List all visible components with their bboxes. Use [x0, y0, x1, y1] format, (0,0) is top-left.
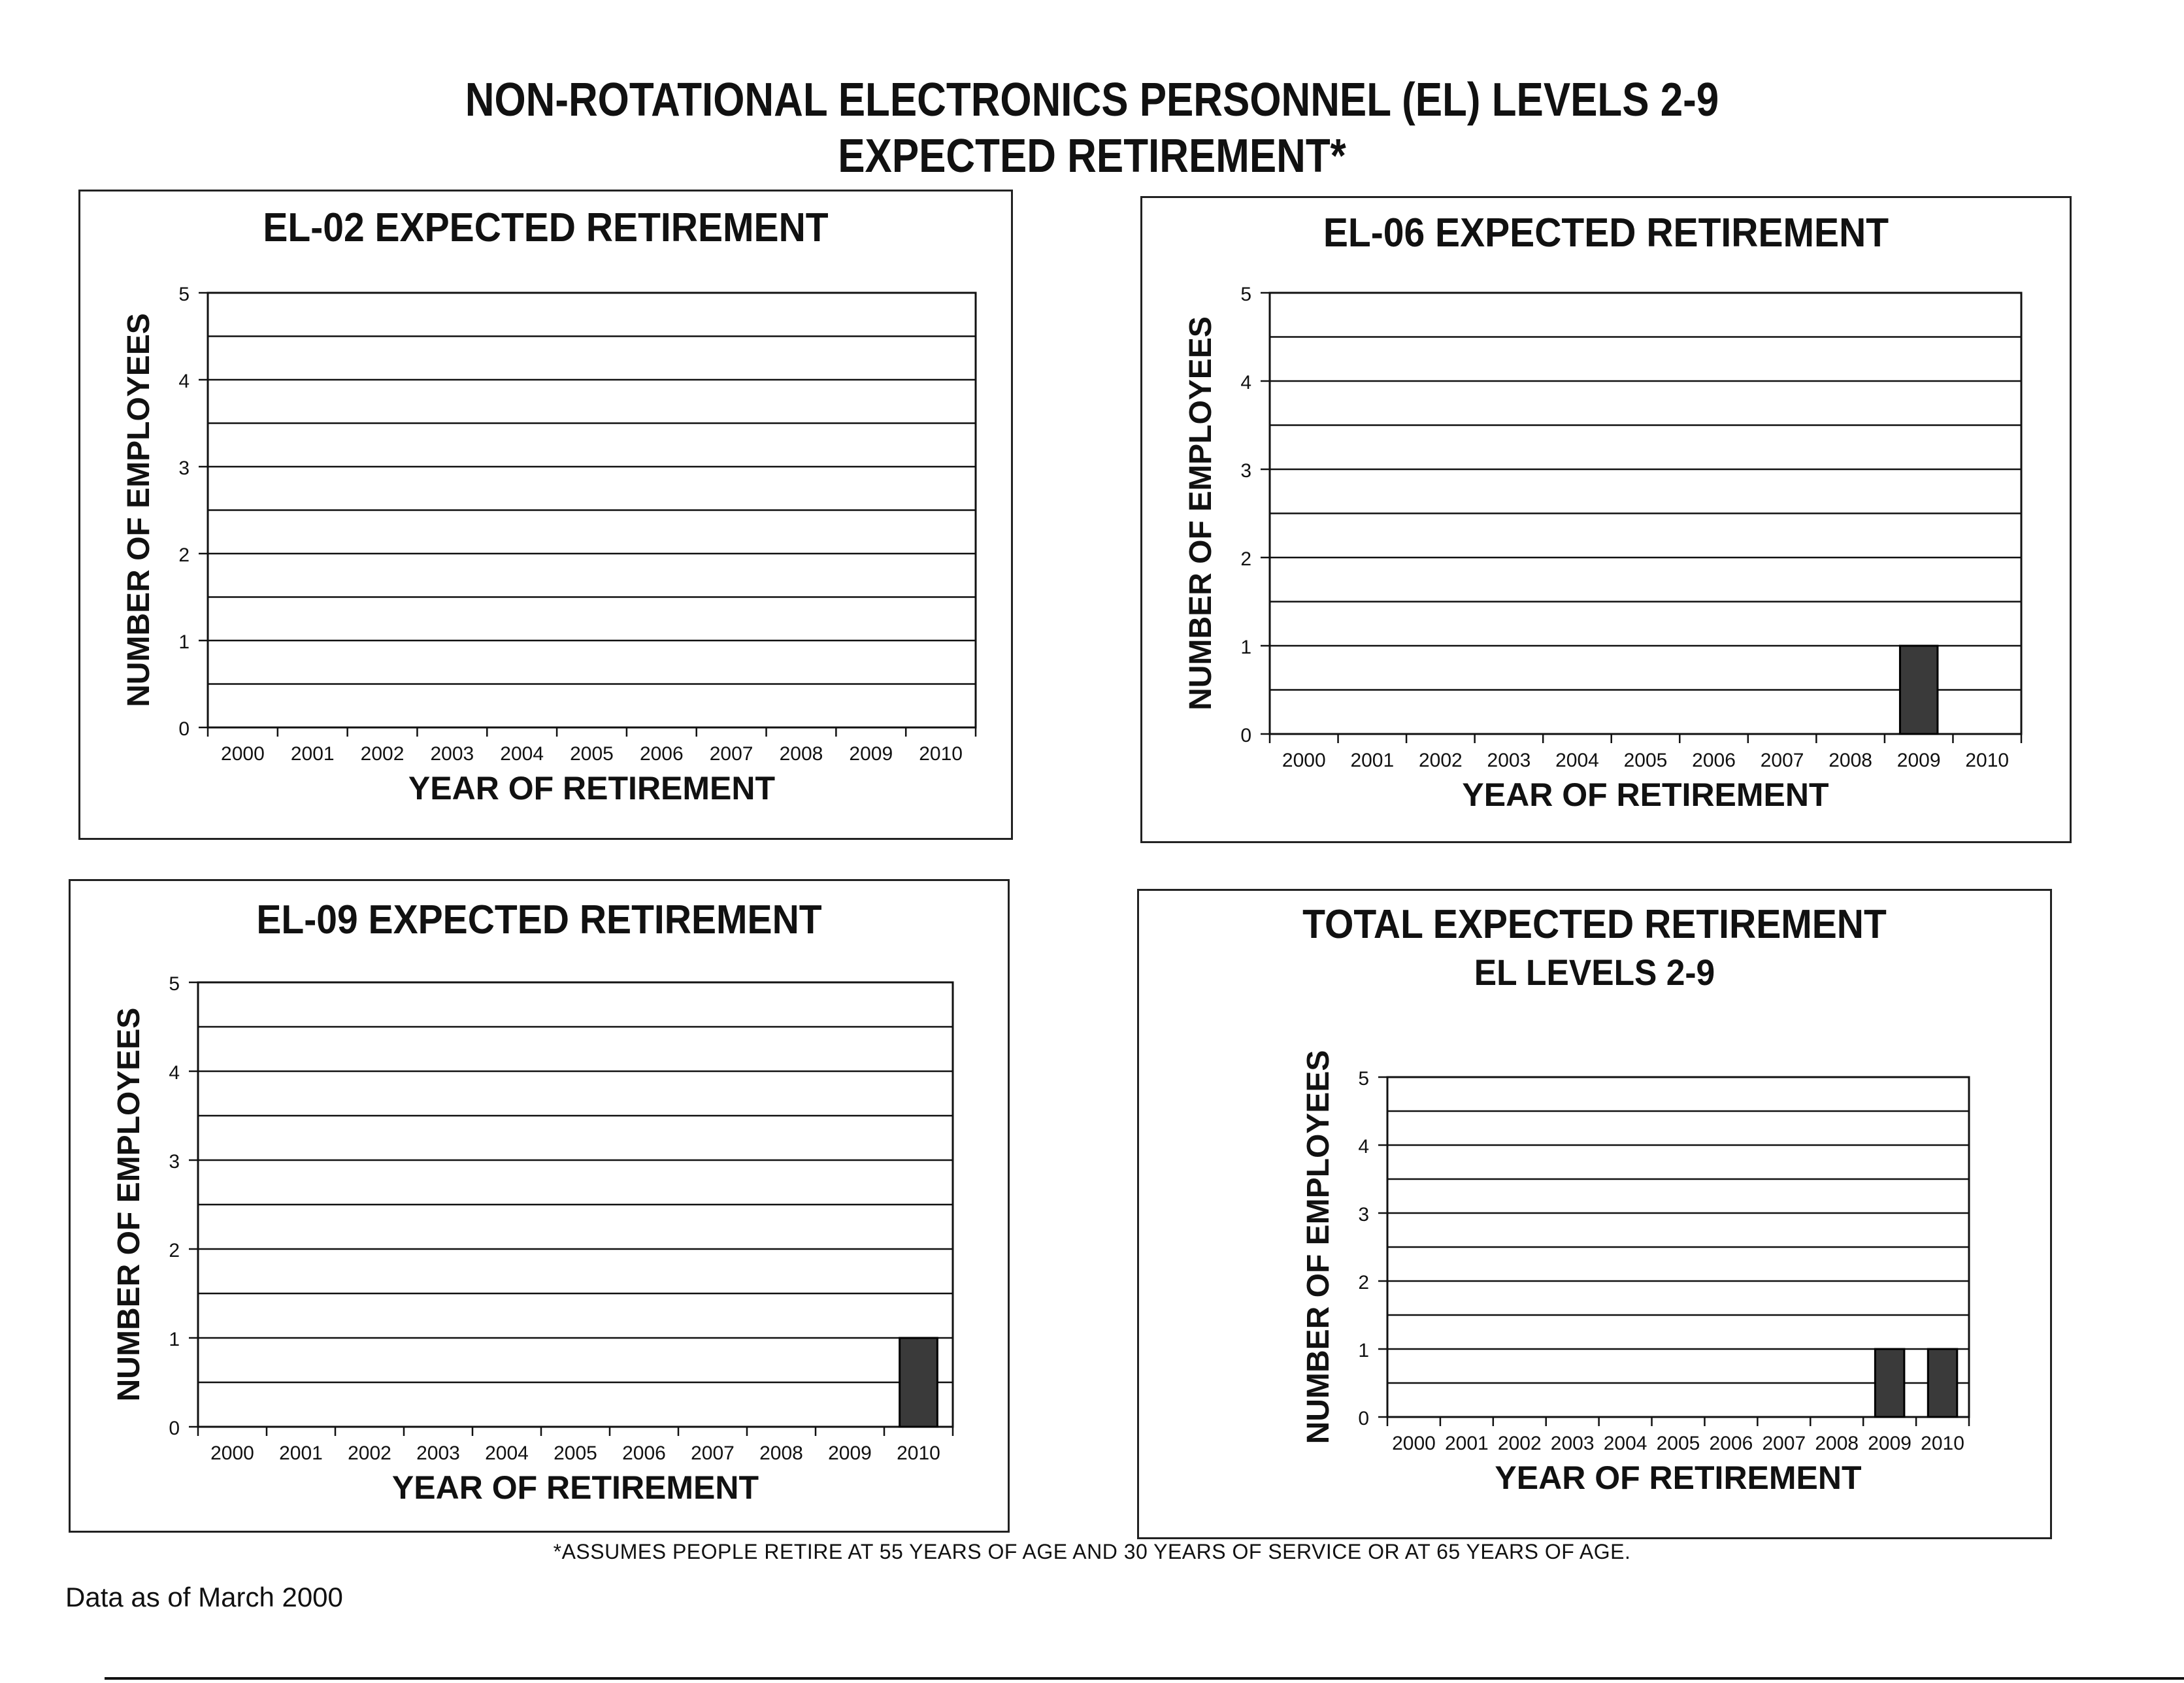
x-tick-label: 2005 — [570, 743, 614, 765]
chart-panel-total — [1137, 889, 2052, 1539]
chart-el-06 — [1142, 198, 2074, 845]
x-tick-label: 2007 — [1760, 750, 1804, 771]
y-axis-title: NUMBER OF EMPLOYEES — [1183, 316, 1218, 710]
x-tick-label: 2004 — [1603, 1433, 1647, 1454]
x-tick-label: 2002 — [360, 743, 405, 765]
bar-2009 — [1900, 646, 1938, 734]
y-tick-label: 3 — [169, 1151, 180, 1173]
chart-panel-el-09 — [69, 879, 1010, 1533]
x-tick-label: 2000 — [1392, 1433, 1436, 1454]
y-tick-label: 0 — [178, 718, 190, 740]
y-tick-label: 4 — [1358, 1136, 1369, 1158]
x-tick-label: 2006 — [1692, 750, 1736, 771]
x-tick-label: 2009 — [849, 743, 893, 765]
x-tick-label: 2007 — [709, 743, 753, 765]
footnote: *ASSUMES PEOPLE RETIRE AT 55 YEARS OF AGE AND 30 YEARS OF SERVICE OR AT 65 YEARS OF AGE. — [553, 1540, 1631, 1563]
x-tick-label: 2001 — [279, 1442, 323, 1464]
y-tick-label: 2 — [169, 1240, 180, 1261]
chart-panel-el-06 — [1140, 196, 2072, 843]
x-tick-label: 2007 — [691, 1442, 735, 1464]
y-axis-title: NUMBER OF EMPLOYEES — [112, 1007, 146, 1402]
bar-2010 — [1928, 1349, 1957, 1417]
y-tick-label: 1 — [169, 1329, 180, 1350]
x-tick-label: 2010 — [1965, 750, 2010, 771]
y-tick-label: 5 — [1240, 284, 1251, 305]
y-tick-label: 5 — [169, 973, 180, 995]
x-tick-label: 2006 — [1709, 1433, 1753, 1454]
x-tick-label: 2002 — [1497, 1433, 1542, 1454]
x-tick-label: 2009 — [828, 1442, 872, 1464]
x-tick-label: 2009 — [1896, 750, 1941, 771]
chart-title: TOTAL EXPECTED RETIREMENT — [1302, 902, 1887, 947]
x-tick-label: 2004 — [1555, 750, 1599, 771]
x-tick-label: 2008 — [779, 743, 823, 765]
y-tick-label: 0 — [169, 1418, 180, 1439]
x-tick-label: 2003 — [1550, 1433, 1595, 1454]
x-tick-label: 2008 — [1828, 750, 1873, 771]
bar-2010 — [900, 1338, 938, 1427]
y-tick-label: 4 — [1240, 372, 1251, 393]
x-tick-label: 2004 — [485, 1442, 529, 1464]
y-tick-label: 5 — [1358, 1068, 1369, 1090]
x-tick-label: 2003 — [430, 743, 474, 765]
x-tick-label: 2002 — [1418, 750, 1463, 771]
y-tick-label: 5 — [178, 284, 190, 305]
x-axis-title: YEAR OF RETIREMENT — [1462, 776, 1829, 813]
x-tick-label: 2005 — [1623, 750, 1668, 771]
x-axis-title: YEAR OF RETIREMENT — [1495, 1459, 1862, 1496]
chart-el-09 — [71, 881, 1012, 1535]
x-tick-label: 2000 — [1282, 750, 1326, 771]
chart-title: EL-09 EXPECTED RETIREMENT — [256, 897, 822, 942]
x-tick-label: 2005 — [1656, 1433, 1700, 1454]
x-tick-label: 2006 — [622, 1442, 666, 1464]
x-tick-label: 2001 — [290, 743, 335, 765]
bottom-rule — [105, 1677, 2184, 1680]
x-tick-label: 2001 — [1444, 1433, 1489, 1454]
x-tick-label: 2000 — [221, 743, 265, 765]
x-tick-label: 2010 — [919, 743, 963, 765]
x-tick-label: 2002 — [348, 1442, 391, 1464]
page-title-line-2: EXPECTED RETIREMENT* — [838, 130, 1346, 182]
y-tick-label: 1 — [1358, 1340, 1369, 1361]
x-tick-label: 2001 — [1350, 750, 1395, 771]
y-tick-label: 3 — [1240, 460, 1251, 482]
y-axis-title: NUMBER OF EMPLOYEES — [1301, 1050, 1336, 1444]
y-axis-title: NUMBER OF EMPLOYEES — [122, 313, 156, 707]
x-axis-title: YEAR OF RETIREMENT — [408, 770, 776, 807]
y-tick-label: 3 — [1358, 1204, 1369, 1225]
data-as-of: Data as of March 2000 — [65, 1582, 343, 1612]
x-tick-label: 2008 — [759, 1442, 803, 1464]
chart-title: EL-06 EXPECTED RETIREMENT — [1323, 210, 1889, 256]
chart-subtitle: EL LEVELS 2-9 — [1474, 952, 1715, 993]
y-tick-label: 2 — [178, 544, 190, 566]
y-tick-label: 2 — [1240, 548, 1251, 570]
y-tick-label: 0 — [1240, 725, 1251, 746]
x-tick-label: 2003 — [1487, 750, 1531, 771]
page-title — [153, 72, 2031, 184]
y-tick-label: 4 — [169, 1062, 180, 1084]
x-tick-label: 2006 — [639, 743, 684, 765]
x-tick-label: 2010 — [1921, 1433, 1964, 1454]
x-tick-label: 2000 — [210, 1442, 254, 1464]
chart-panel-el-02 — [78, 190, 1013, 840]
x-tick-label: 2010 — [897, 1442, 940, 1464]
x-tick-label: 2008 — [1815, 1433, 1859, 1454]
y-tick-label: 1 — [178, 631, 190, 653]
y-tick-label: 1 — [1240, 637, 1251, 658]
chart-title: EL-02 EXPECTED RETIREMENT — [263, 205, 829, 250]
chart-el-02 — [80, 192, 1015, 842]
page-title-line-1: NON-ROTATIONAL ELECTRONICS PERSONNEL (EL) LEVELS 2-9 — [465, 74, 1719, 126]
x-tick-label: 2007 — [1762, 1433, 1806, 1454]
bar-2009 — [1875, 1349, 1904, 1417]
y-tick-label: 4 — [178, 371, 190, 392]
x-tick-label: 2009 — [1868, 1433, 1912, 1454]
x-tick-label: 2003 — [416, 1442, 460, 1464]
x-tick-label: 2005 — [554, 1442, 597, 1464]
y-tick-label: 2 — [1358, 1272, 1369, 1293]
chart-total — [1139, 891, 2054, 1541]
y-tick-label: 0 — [1358, 1408, 1369, 1429]
y-tick-label: 3 — [178, 458, 190, 479]
x-axis-title: YEAR OF RETIREMENT — [391, 1469, 759, 1506]
x-tick-label: 2004 — [500, 743, 544, 765]
